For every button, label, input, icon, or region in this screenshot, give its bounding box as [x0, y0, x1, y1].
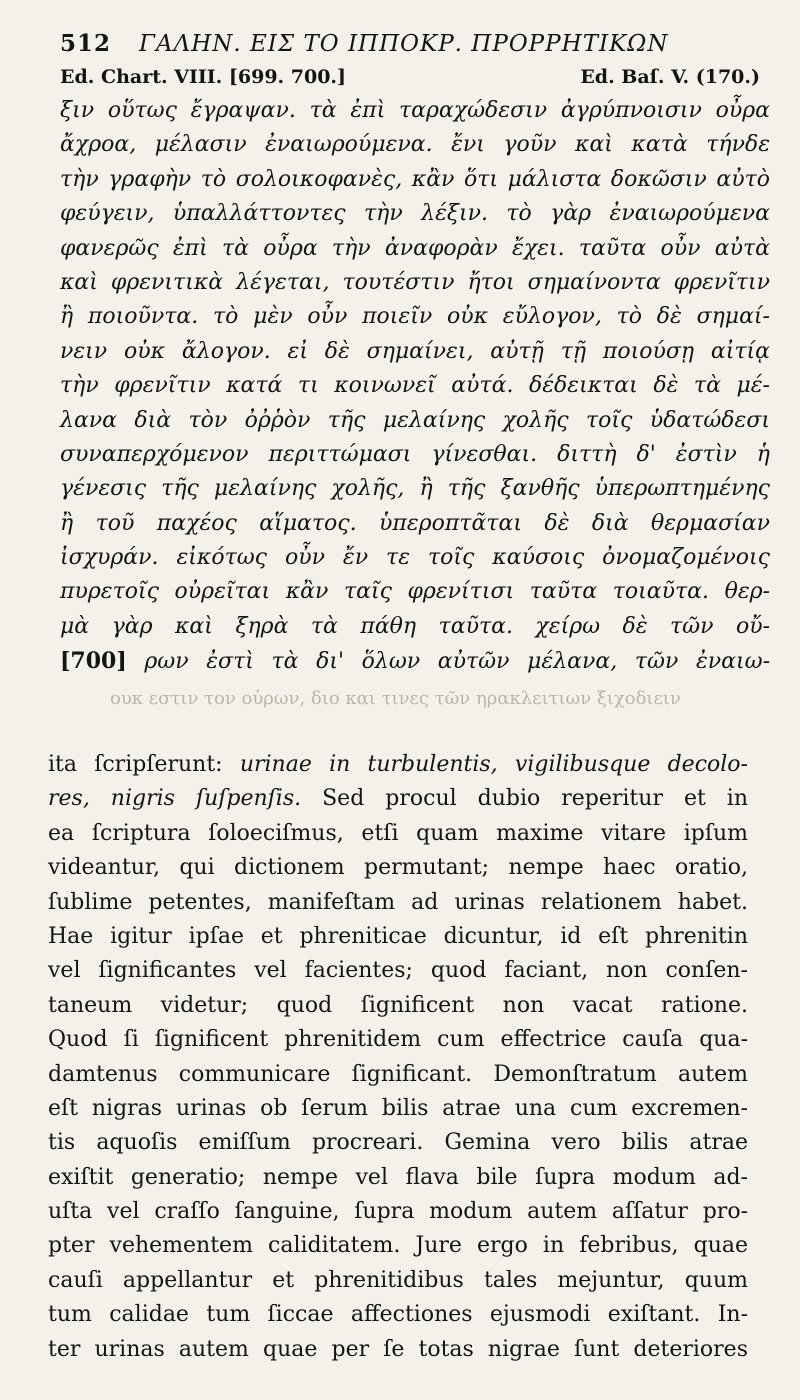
greek-line: καὶ φρενιτικὰ λέγεται, τουτέστιν ἤτοι σημαίνοντα φρενῖτιν	[60, 269, 770, 295]
latin-line: uſta vel craſſo ſanguine, ſupra modum autem aſſatur pro-	[48, 1199, 748, 1225]
latin-line: ſublime petentes, manifeſtam ad urinas relationem habet.	[48, 889, 748, 915]
edition-basel: Ed. Baſ. V. (170.)	[580, 66, 760, 88]
latin-line-italic: urinae in turbulentis, vigilibusque decolo-	[239, 752, 748, 777]
latin-line: ea ſcriptura ſoloeciſmus, etſi quam maxime vitare ipſum	[48, 820, 748, 846]
greek-line: φανερῶς ἐπὶ τὰ οὖρα τὴν ἀναφορὰν ἔχει. ταῦτα οὖν αὐτὰ	[60, 235, 770, 261]
greek-text-block	[60, 94, 770, 679]
greek-line: νειν οὐκ ἄλογον. εἰ δὲ σημαίνει, αὐτῇ τῇ ποιούσῃ αἰτίᾳ	[60, 338, 770, 364]
margin-page-reference: [700]	[60, 648, 127, 675]
page-number: 512	[60, 30, 112, 57]
greek-line-last	[60, 644, 770, 678]
latin-line: Quod ſi ſignificent phrenitidem cum effectrice cauſa qua-	[48, 1027, 748, 1053]
greek-line: μὰ γὰρ καὶ ξηρὰ τὰ πάθη ταῦτα. χείρω δὲ τῶν οὔ-	[60, 613, 770, 639]
edition-references	[60, 66, 760, 88]
greek-line: ἢ τοῦ παχέος αἵματος. ὑπεροπτᾶται δὲ διὰ θερμασίαν	[60, 510, 770, 536]
greek-line: τὴν γραφὴν τὸ σολοικοφανὲς, κἂν ὅτι μάλιστα δοκῶσιν αὐτὸ	[60, 166, 770, 192]
latin-line: vel ſignificantes vel facientes; quod faciant, non conſen-	[48, 958, 748, 984]
latin-text-block	[48, 748, 748, 1367]
greek-line: λανα διὰ τὸν ὀῤῥὸν τῆς μελαίνης χολῆς τοῖς ὑδατώδεσι	[60, 407, 770, 433]
edition-chartier: Ed. Chart. VIII. [699. 700.]	[60, 66, 347, 88]
running-header	[60, 30, 760, 57]
greek-line: ξιν οὕτως ἔγραψαν. τὰ ἐπὶ ταραχώδεσιν ἀγρύπνοισιν οὖρα	[60, 98, 770, 123]
latin-line	[48, 748, 748, 782]
latin-line: taneum videtur; quod ſignificent non vacat ratione.	[48, 992, 748, 1018]
latin-line-italic: res, nigris ſuſpenſis.	[48, 786, 302, 812]
greek-line: τὴν φρενῖτιν κατά τι κοινωνεῖ αὐτά. δέδεικται δὲ τὰ μέ-	[60, 373, 770, 399]
greek-line: γένεσις τῆς μελαίνης χολῆς, ἢ τῆς ξανθῆς ὑπερωπτημένης	[60, 476, 770, 502]
latin-line: tis aquoſis emiſſum procreari. Gemina vero bilis atrae	[48, 1130, 748, 1156]
latin-line-plain: Sed procul dubio reperitur et in	[301, 786, 749, 812]
latin-line: Hae igitur ipſae et phreniticae dicuntur, id eſt phrenitin	[48, 923, 748, 949]
latin-line-plain: ita ſcripſerunt:	[48, 752, 240, 777]
latin-line: cauſi appellantur et phrenitidibus tales mejuntur, quum	[48, 1267, 748, 1293]
greek-line-last-text: ρων ἐστὶ τὰ δι' ὅλων αὐτῶν μέλανα, τῶν ἐναιω-	[144, 649, 770, 675]
greek-line: πυρετοῖς οὐρεῖται κἂν ταῖς φρενίτισι ταῦτα τοιαῦτα. θερ-	[60, 579, 770, 605]
latin-line	[48, 782, 748, 816]
latin-line: videantur, qui dictionem permutant; nempe haec oratio,	[48, 855, 748, 881]
latin-line: damtenus communicare ſignificant. Demonſtratum autem	[48, 1061, 748, 1087]
bleed-through-text: ουκ εστιν τον οὐρων, διο και τινες τῶν ηρακλειτιων ξιχοδιειν	[110, 688, 681, 709]
latin-line: pter vehementem caliditatem. Jure ergo in febribus, quae	[48, 1233, 748, 1259]
running-title: ΓΑΛΗΝ. ΕΙΣ ΤΟ ΙΠΠΟΚΡ. ΠΡΟΡΡΗΤΙΚΩΝ	[139, 31, 669, 57]
latin-line: ter urinas autem quae per ſe totas nigrae ſunt deteriores	[48, 1336, 748, 1362]
latin-line: tum calidae tum ſiccae affectiones ejusmodi exiſtant. In-	[48, 1302, 748, 1328]
latin-line: eſt nigras urinas ob ſerum bilis atrae una cum excremen-	[48, 1095, 748, 1121]
greek-line: ἄχροα, μέλασιν ἐναιωρούμενα. ἔνι γοῦν καὶ κατὰ τήνδε	[60, 132, 770, 158]
greek-line: ἢ ποιοῦντα. τὸ μὲν οὖν ποιεῖν οὐκ εὔλογον, τὸ δὲ σημαί-	[60, 304, 770, 330]
latin-line: exiſtit generatio; nempe vel flava bile ſupra modum ad-	[48, 1164, 748, 1190]
greek-line: συναπερχόμενον περιττώμασι γίνεσθαι. διττὴ δ' ἐστὶν ἡ	[60, 441, 770, 467]
greek-line: φεύγειν, ὑπαλλάττοντες τὴν λέξιν. τὸ γὰρ ἐναιωρούμενα	[60, 201, 770, 227]
greek-line: ἰσχυράν. εἰκότως οὖν ἔν τε τοῖς καύσοις ὀνομαζομένοις	[60, 545, 770, 571]
